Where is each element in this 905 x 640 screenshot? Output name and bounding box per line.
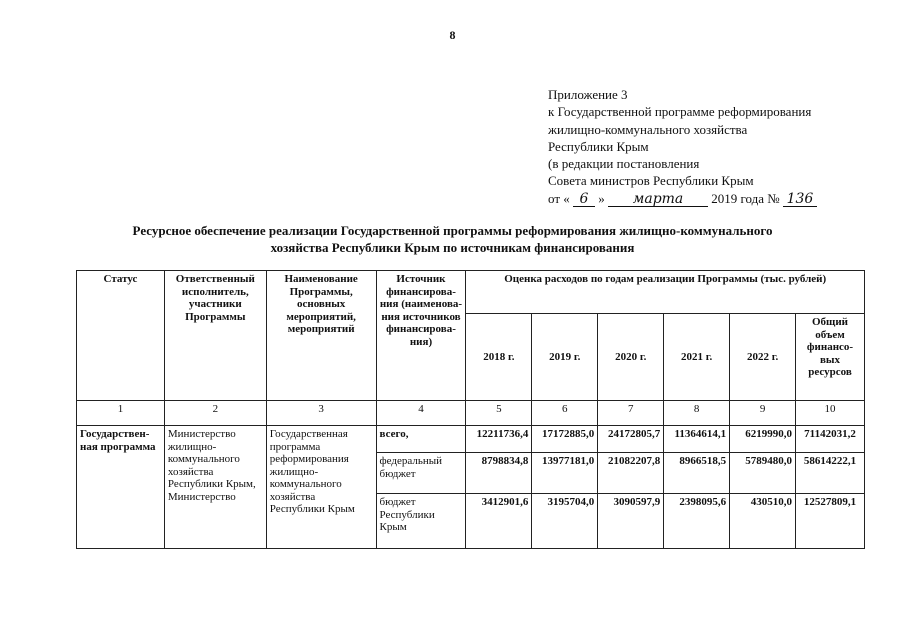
cell-value: 21082207,8 [598,453,664,494]
cell-value: 430510,0 [730,494,796,549]
header-year: 2022 г. [730,314,796,401]
title-line-1: Ресурсное обеспечение реализации Государственной программы реформирования жилищно-коммунального [132,223,773,238]
cell-value: 24172805,7 [598,426,664,453]
table-row [77,426,865,453]
cell-total: 12527809,1 [796,494,865,549]
cell-total: 71142031,2 [796,426,865,453]
budget-table [76,270,865,549]
column-number: 8 [664,401,730,426]
cell-source: всего, [376,426,466,453]
cell-executor: Министерство жилищно-коммунального хозяйства Республики Крым, Министерство [164,426,266,549]
column-number: 3 [266,401,376,426]
appendix-line: Приложение 3 [548,87,628,102]
cell-value: 8798834,8 [466,453,532,494]
header-total: Общий объем финансо-вых ресурсов [796,314,865,401]
cell-value: 3090597,9 [598,494,664,549]
column-number: 1 [77,401,165,426]
appendix-line: жилищно-коммунального хозяйства [548,121,748,137]
handwritten-month: марта [608,192,708,207]
cell-value: 13977181,0 [532,453,598,494]
column-number: 7 [598,401,664,426]
handwritten-day: 6 [573,192,595,207]
cell-value: 17172885,0 [532,426,598,453]
cell-value: 8966518,5 [664,453,730,494]
cell-value: 2398095,6 [664,494,730,549]
cell-status: Государствен-ная программа [77,426,165,549]
cell-source: бюджет Республики Крым [376,494,466,549]
header-year: 2020 г. [598,314,664,401]
column-number: 10 [796,401,865,426]
header-year: 2021 г. [664,314,730,401]
date-prefix: от « [548,190,570,206]
column-number-row [77,401,865,426]
cell-total: 58614222,1 [796,453,865,494]
column-number: 2 [164,401,266,426]
page-number: 8 [449,28,456,42]
header-executor: Ответственный исполнитель, участники Программы [164,271,266,401]
appendix-line: к Государственной программе реформирования [548,104,812,120]
appendix-date-line [548,190,817,207]
title-line-2: хозяйства Республики Крым по источникам финансирования [270,240,635,255]
cell-value: 6219990,0 [730,426,796,453]
document-title [40,222,865,256]
appendix-line: Республики Крым [548,138,649,154]
header-status: Статус [77,271,165,401]
cell-value: 5789480,0 [730,453,796,494]
date-mid: » [598,190,605,206]
cell-source: федеральный бюджет [376,453,466,494]
cell-value: 3195704,0 [532,494,598,549]
header-year: 2019 г. [532,314,598,401]
handwritten-number: 136 [783,192,817,207]
column-number: 6 [532,401,598,426]
appendix-block [548,86,817,207]
header-estimate: Оценка расходов по годам реализации Программы (тыс. рублей) [466,271,865,314]
column-number: 5 [466,401,532,426]
header-program: Наименование Программы, основных мероприятий, мероприятий [266,271,376,401]
cell-value: 11364614,1 [664,426,730,453]
appendix-line: (в редакции постановления [548,156,700,172]
column-number: 4 [376,401,466,426]
header-source: Источник финансирова-ния (наименова-ния источников финансирова-ния) [376,271,466,401]
cell-program: Государственная программа реформирования жилищно-коммунального хозяйства Республики Крым [266,426,376,549]
header-year: 2018 г. [466,314,532,401]
header-row [77,271,865,314]
cell-value: 3412901,6 [466,494,532,549]
appendix-line: Совета министров Республики Крым [548,173,754,189]
cell-value: 12211736,4 [466,426,532,453]
date-year-text: 2019 года № [711,190,780,206]
column-number: 9 [730,401,796,426]
